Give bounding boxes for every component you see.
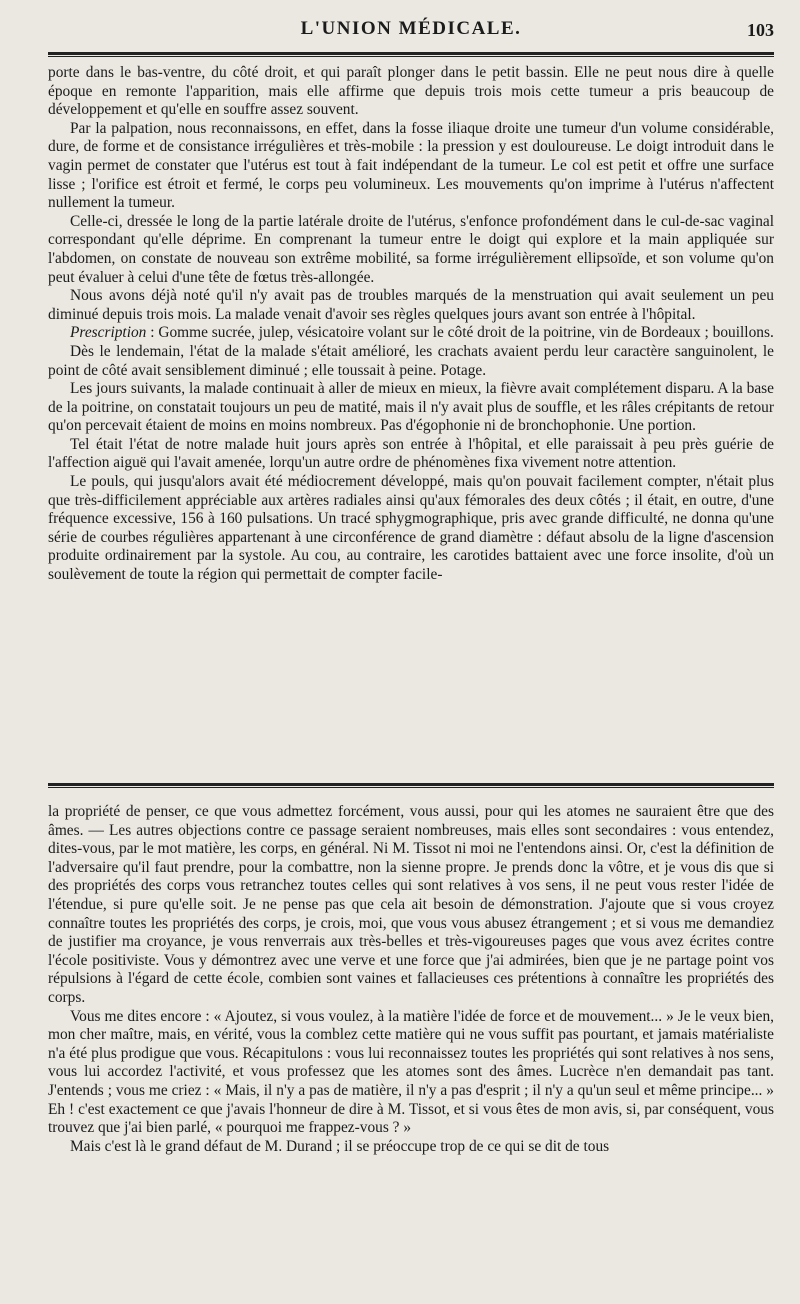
- paragraph: Par la palpation, nous reconnaissons, en effet, dans la fosse iliaque droite une tumeur d'un volume considérable, dure, de forme et de consistance irrégulières et très-mobile : la pression y est douloureuse. Le doigt introduit dans le vagin permet de constater que l'utérus est tout à fait indépendant de la tumeur. Le col est petit et offre une surface lisse ; l'orifice est étroit et fermé, le corps peu volumineux. Les mouvements qu'on imprime à l'utérus n'affectent nullement la tumeur.: [48, 119, 774, 212]
- paragraph-prescription: [48, 324, 774, 343]
- prescription-text: : Gomme sucrée, julep, vésicatoire volant sur le côté droit de la poitrine, vin de Bordeaux ; bouillons.: [146, 324, 774, 342]
- paragraph: Mais c'est là le grand défaut de M. Durand ; il se préoccupe trop de ce qui se dit de tous: [70, 1137, 610, 1155]
- paragraph: Celle-ci, dressée le long de la partie latérale droite de l'utérus, s'enfonce profondément dans le cul-de-sac vaginal correspondant qu'elle déprime. En comprenant la tumeur entre le doigt qui explore et la main appliquée sur l'abdomen, on constate de nouveau son extrême mobilité, sa forme irrégulièrement ellipsoïde, et son volume qu'on peut évaluer à celui d'une tête de fœtus très-allongée.: [48, 212, 774, 286]
- paragraph: Les jours suivants, la malade continuait à aller de mieux en mieux, la fièvre avait complétement disparu. A la base de la poitrine, on constatait toujours un peu de matité, mais il n'y avait plus de souffle, et les râles crépitants de retour qu'on percevait étaient de moins en moins nombreux. Pas d'égophonie ni de bronchophonie. Une portion.: [48, 380, 774, 435]
- feuilleton-separator-rule: [48, 783, 774, 788]
- page-header: [48, 18, 774, 48]
- page-number: 103: [747, 20, 774, 40]
- paragraph: Nous avons déjà noté qu'il n'y avait pas de troubles marqués de la menstruation qui avait seulement un peu diminué depuis trois mois. La malade venait d'avoir ses règles quelques jours avant son entrée à l'hôpital.: [48, 287, 774, 323]
- paragraph: Vous me dites encore : « Ajoutez, si vous voulez, à la matière l'idée de force et de mouvement... » Je le veux bien, mon cher maître, mais, en vérité, vous la comblez cette matière qui ne vous suffit pas pourtant, et jamais matérialiste n'a été plus prodigue que vous. Récapitulons : vous lui reconnaissez toutes les propriétés qui sont relatives à nos sens, vous lui accordez l'activité, et vous professez que les atomes sont des âmes. Lucrèce n'en demandait pas tant. J'entends ; vous me criez : « Mais, il n'y a pas de matière, il n'y a pas d'esprit ; il n'y a qu'un seul et même principe... » Eh ! c'est exactement ce que j'avais l'honneur de dire à M. Tissot, et si vous êtes de mon avis, si, par conséquent, vous trouvez que j'ai bien parlé, « pourquoi me frappez-vous ? »: [48, 1007, 774, 1137]
- paragraph: Dès le lendemain, l'état de la malade s'était amélioré, les crachats avaient perdu leur caractère sanguinolent, le point de côté avait sensiblement diminué ; elle toussait à peine. Potage.: [48, 342, 774, 379]
- paragraph: la propriété de penser, ce que vous admettez forcément, vous aussi, pour qui les atomes ne sauraient être que des âmes. — Les autres objections contre ce passage seraient nombreuses, mais elles sont secondaires : vous entendez, dites-vous, par le mot matière, les corps, en général. Ni M. Tissot ni moi ne l'entendons ainsi. Or, c'est la définition de l'adversaire qu'il faut prendre, pour la combattre, non la sienne propre. Je prends donc la vôtre, et je vous dis que si des propriétés des corps vous retranchez toutes celles qui sont relatives à vos sens, il ne peut vous rester l'idée de l'étendue, si pure qu'elle soit. Je ne pense pas que cela ait besoin de démonstration. J'ajoute que si vous croyez connaître toutes les propriétés des corps, je crois, moi, que vous vous abusez étrangement ; et si vous me demandiez de justifier ma croyance, je vous renverrais aux très-belles et très-vigoureuses pages que vous avez écrites contre l'école positiviste. Vous y démontrez avec une verve et une force que j'ai admirées, bien que je ne partage point vos répulsions à l'égard de cette école, combien sont vaines et fallacieuses ces prétentions à connaître les propriétés des corps.: [48, 803, 774, 1006]
- paragraph: Tel était l'état de notre malade huit jours après son entrée à l'hôpital, et elle paraissait à peu près guérie de l'affection aiguë qui l'avait amenée, lorqu'un autre ordre de phénomènes fixa vivement notre attention.: [48, 435, 774, 472]
- feuilleton-body: [48, 803, 774, 1156]
- running-title: L'UNION MÉDICALE.: [300, 18, 522, 39]
- paragraph: porte dans le bas-ventre, du côté droit, et qui paraît plonger dans le petit bassin. Elle ne peut nous dire à quelle époque en remonte l'apparition, mais elle affirme que depuis trois mois cette tumeur a pris beaucoup de développement et qu'elle en souffre assez souvent.: [48, 64, 774, 119]
- prescription-label: Prescription: [70, 324, 147, 342]
- article-body: [48, 64, 774, 585]
- paragraph: Le pouls, qui jusqu'alors avait été médiocrement développé, mais qu'on pouvait facilement compter, n'était plus que très-difficilement appréciable aux artères radiales ainsi qu'aux fémorales des deux côtés ; il était, en outre, d'une fréquence excessive, 156 à 160 pulsations. Un tracé sphygmographique, pris avec grande difficulté, ne donna qu'une série de courbes régulières appartenant à une circonférence de grand diamètre : défaut absolu de la ligne d'ascension produite ordinairement par la systole. Au cou, au contraire, les carotides battaient avec une force insolite, d'où un soulèvement de toute la région qui permettait de compter facile-: [48, 473, 774, 584]
- header-rule: [48, 52, 774, 57]
